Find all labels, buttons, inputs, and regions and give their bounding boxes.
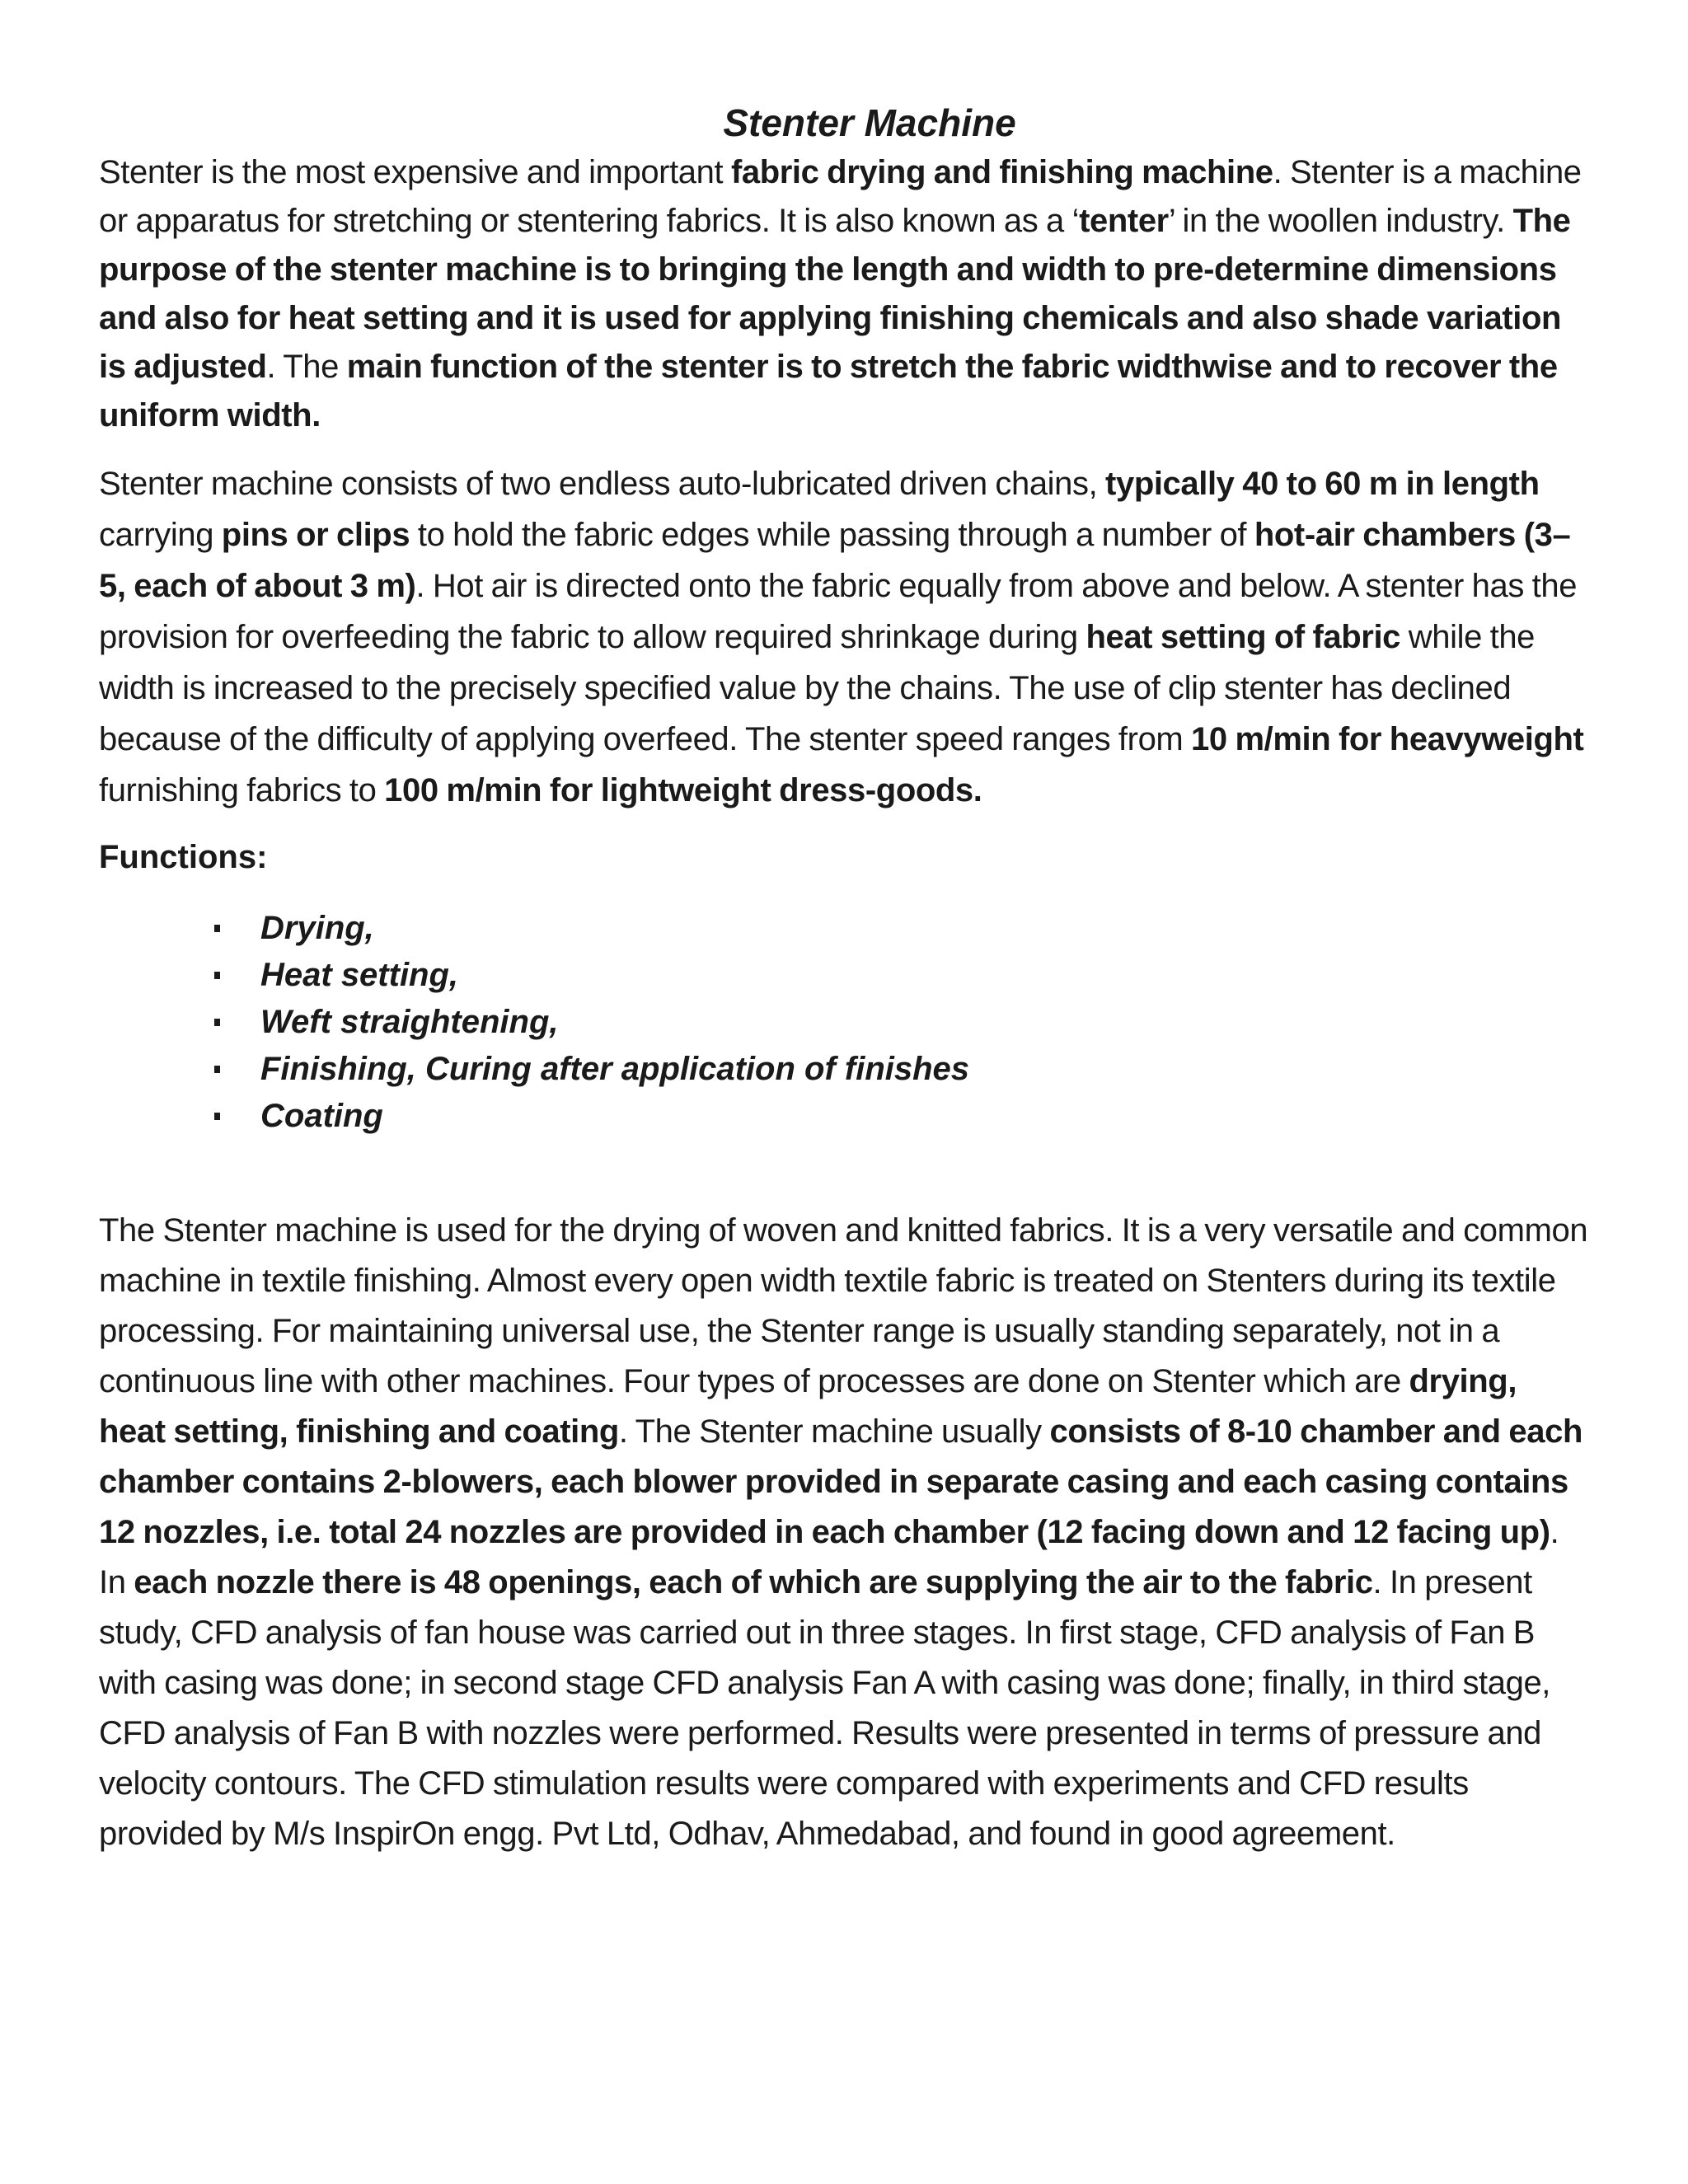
document-title: Stenter Machine (723, 101, 1016, 144)
text-run: . In present study, CFD analysis of fan house was carried out in three stages. In first stage, CFD analysis of Fan B with casing was done; in second stage CFD analysis Fan A with casing was done; finally, in third stage, CFD analysis of Fan B with nozzles were performed. Results were presented in terms of pressure and velocity contours. The CFD stimulation results were compared with experiments and CFD results provided by M/s InspirOn engg. Pvt Ltd, Odhav, Ahmedabad, and found in good agreement. (99, 1564, 1551, 1852)
list-item: Finishing, Curing after application of finishes (213, 1046, 1591, 1093)
text-run: carrying (99, 517, 222, 553)
text-run: furnishing fabrics to (99, 772, 385, 808)
list-item: Weft straightening, (213, 999, 1591, 1046)
bullet-icon (214, 972, 220, 979)
bold-text: typically 40 to 60 m in length (1105, 466, 1540, 502)
bold-text: consists of 8-10 chamber and each chamber contains 2-blowers, each blower provided in separate casing and each casing contains 12 nozzles, i.e. total 24 nozzles are provided in each chamber (12 facing down and 12 facing up) (99, 1413, 1582, 1550)
intro-paragraph (99, 148, 1591, 440)
bold-text: hot-air chambers (3–5, each of about 3 m) (99, 517, 1571, 604)
text-run: . Stenter is a machine or apparatus for stretching or stentering fabrics. It is also known as a ‘ (99, 154, 1582, 239)
bold-text: each nozzle there is 48 openings, each of which are supplying the air to the fabric (134, 1564, 1373, 1601)
bold-text: drying, heat setting, finishing and coating (99, 1363, 1517, 1450)
list-item: Drying, (213, 905, 1591, 952)
document-page (99, 97, 1591, 1859)
text-run: . The Stenter machine usually (618, 1413, 1050, 1450)
bullet-icon (214, 925, 220, 932)
list-item: Heat setting, (213, 952, 1591, 999)
bullet-icon (214, 1066, 220, 1073)
application-paragraph (99, 1206, 1591, 1859)
bold-text: The purpose of the stenter machine is to bringing the length and width to pre-determine dimensions and also for heat setting and it is used for applying finishing chemicals and also shade variation is adjusted (99, 203, 1571, 385)
bold-text: 100 m/min for lightweight dress-goods. (384, 772, 982, 808)
bold-text: heat setting of fabric (1085, 619, 1401, 655)
bullet-icon (214, 1113, 220, 1120)
text-run: Stenter is the most expensive and important (99, 154, 731, 190)
text-run: Stenter machine consists of two endless auto-lubricated driven chains, (99, 466, 1106, 502)
list-item: Coating (213, 1093, 1591, 1140)
construction-paragraph (99, 458, 1591, 816)
text-run: while the width is increased to the precisely specified value by the chains. The use of clip stenter has declined because of the difficulty of applying overfeed. The stenter speed ranges from (99, 619, 1536, 757)
functions-list (99, 905, 1591, 1140)
bold-text: pins or clips (221, 517, 410, 553)
bold-text: 10 m/min for heavyweight (1191, 721, 1584, 757)
text-run: to hold the fabric edges while passing through a number of (410, 517, 1254, 553)
text-run: ’ in the woollen industry. (1168, 203, 1513, 239)
bold-text: fabric drying and finishing machine (730, 154, 1273, 190)
bullet-icon (214, 1019, 220, 1026)
text-run: . The (266, 349, 347, 385)
text-run: . In (99, 1514, 1559, 1601)
bold-text: main function of the stenter is to stretch the fabric widthwise and to recover the uniform width. (99, 349, 1558, 434)
text-run: . Hot air is directed onto the fabric equally from above and below. A stenter has the provision for overfeeding the fabric to allow required shrinkage during (99, 568, 1578, 655)
bold-text: tenter (1079, 203, 1169, 239)
functions-heading: Functions: (99, 839, 268, 875)
text-run: The Stenter machine is used for the drying of woven and knitted fabrics. It is a very versatile and common machine in textile finishing. Almost every open width textile fabric is treated on Stenters during its textile processing. For maintaining universal use, the Stenter range is usually standing separately, not in a continuous line with other machines. Four types of processes are done on Stenter which are (99, 1212, 1588, 1399)
